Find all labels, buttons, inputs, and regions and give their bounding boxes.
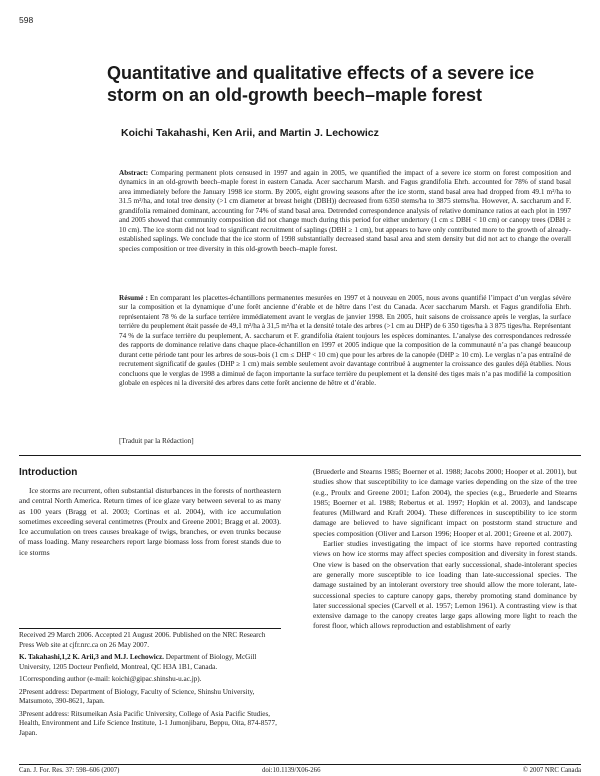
translation-note: [Traduit par la Rédaction] bbox=[119, 437, 194, 445]
affiliation bbox=[19, 653, 281, 672]
resume bbox=[119, 294, 571, 389]
intro-paragraph-2: (Bruederle and Stearns 1985; Boerner et al. 1988; Jacobs 2000; Hooper et al. 2001), but studies show that susceptibility to ice damage varies depending on the size of the tree (e.g., Proulx and Greene 2001; Lafon 2004), the species (e.g., Bruederle and Stearns 1985; Boerner et al. 1988; Rebertus et al. 1997; Hopkin et al. 2003), and landscape features (Millward and Kraft 2004). These differences in susceptibility to ice storm damage are believed to have significant impact on poststorm stand structure and species composition (Oliver and Larson 1996; Hooper et al. 2001; Greene et al. 2007). bbox=[313, 467, 577, 538]
affiliation-names: K. Takahashi,1,2 K. Arii,3 and M.J. Lechowicz. bbox=[19, 653, 164, 661]
footer-divider bbox=[19, 764, 581, 765]
page-number: 598 bbox=[19, 15, 34, 25]
author-list: Koichi Takahashi, Ken Arii, and Martin J. Lechowicz bbox=[121, 127, 379, 139]
copyright: © 2007 NRC Canada bbox=[522, 767, 581, 774]
left-column bbox=[19, 486, 281, 558]
resume-text: En comparant les placettes-échantillons permanentes mesurées en 1997 et à nouveau en 2005, nous avons quantifié l’impact d’un verglas sévère sur la composition et la dynamique d’une forêt ancienne d’érable et de hêtre dans l’est du Canada. Acer saccharum Marsh. et Fagus grandifolia Ehrh. représentaient 78 % de la surface terrière immédiatement avant le verglas de janvier 1998. En 2005, huit saisons de croissance après le verglas, la surface terrière du peuplement était passée de 49,1 m²/ha à 31,5 m²/ha et la densité totale des arbres (>1 cm au DHP) de 6 350 tiges/ha à 3 875 tiges/ha. Représentant 74 % de la surface terrière du peuplement, A. saccharum et F. grandifolia étaient toujours les espèces dominantes. L’analyse des correspondances redressée des rapports de dominance relative dans chaque place-échantillon en 1997 et 2005 indique que la composition de la communauté n’a pas changé beaucoup durant cette période tant pour les arbres de sous-bois (1 cm ≤ DHP < 10 cm) que pour les arbres de la canopée (DHP ≥ 10 cm). Le verglas n’a pas entraîné de recrutement significatif de gaules (DHP ≥ 1 cm) mais semble seulement avoir davantage contribué à augmenter la croissance des gaules déjà établies. Nous concluons que le verglas de 1998 a diminué de façon importante la surface terrière du peuplement et la densité des tiges mais n’a pas modifié la composition globale en espèces ni la diversité des arbres dans cette forêt ancienne de hêtre et d’érable. bbox=[119, 294, 572, 388]
received-dates: Received 29 March 2006. Accepted 21 August 2006. Published on the NRC Research Press Web site at cjfr.nrc.ca on 26 May 2007. bbox=[19, 631, 266, 649]
journal-citation: Can. J. For. Res. 37: 598–606 (2007) bbox=[19, 767, 120, 774]
article-title: Quantitative and qualitative effects of a severe ice storm on an old-growth beech–maple forest bbox=[107, 63, 535, 105]
resume-label: Résumé : bbox=[119, 294, 148, 302]
abstract-label: Abstract: bbox=[119, 169, 149, 177]
introduction-heading: Introduction bbox=[19, 467, 78, 478]
abstract-text: Comparing permanent plots censused in 1997 and again in 2005, we quantified the impact of a severe ice storm on forest composition and dynamics in an old-growth beech–maple forest in eastern Canada. Acer saccharum Marsh. and Fagus grandifolia Ehrh. accounted for 78% of stand basal area immediately before the January 1998 ice storm. By 2005, eight growing seasons after the ice storm, stand basal area had dropped from 49.1 m²/ha to 31.5 m²/ha, and total tree density (>1 cm diameter at breast height (DBH)) decreased from 6350 stems/ha to 3875 stems/ha. However, A. saccharum and F. grandifolia remained dominant, accounting for 74% of stand basal area. Detrended correspondence analysis of relative dominance ratios at each plot in 1997 and 2005 showed that community composition did not change much during this period for either undertory (1 cm ≤ DBH < 10 cm) or canopy trees (DBH ≥ 10 cm). The ice storm did not lead to significant recruitment of saplings (DBH ≥ 1 cm), but appears to have only contributed more to the growth of already-established saplings. We conclude that the ice storm of 1998 substantially decreased stand basal area and stem density but did not act to change the overall species composition or tree diversity in this old-growth beech–maple forest. bbox=[119, 169, 571, 253]
abstract bbox=[119, 169, 571, 254]
right-column bbox=[313, 467, 577, 632]
intro-paragraph-1: Ice storms are recurrent, often substantial disturbances in the forests of northeastern and central North America. Return times of ice glaze vary between several to as many as 100 years (Bragg et al. 2003; Cortinas et al. 2004), with ice accumulation sometimes exceeding several centimetres (Proulx and Greene 2001; Bragg et al. 2003). Ice accumulation on trees causes breakage of twigs, branches, or even trunks because of mass loading. Many researchers report large biomass loss from forest stands due to ice storms bbox=[19, 486, 281, 557]
section-divider bbox=[19, 455, 581, 456]
affiliation-text: Department of Biology, McGill University, 1205 Docteur Penfield, Montreal, QC H3A 1B1, Canada. bbox=[19, 653, 257, 671]
doi: doi:10.1139/X06-266 bbox=[262, 767, 321, 774]
intro-paragraph-3: Earlier studies investigating the impact of ice storms have reported contrasting views on how ice storms may affect species composition and diversity in forest stands. One view is based on the observation that early successional, shade-intolerant species are generally more susceptible to ice loading than late-successional species. The damage sustained by an intolerant overstory tree should allow the more tolerant, late-successional species to capture canopy gaps, thereby promoting stand dominance by later successional species (Carvell et al. 1957; Lemon 1961). A contrasting view is that extensive damage to the canopy creates large gaps allowing more light to reach the forest floor, which allows reproduction and establishment of early bbox=[313, 539, 577, 631]
footnotes bbox=[19, 628, 281, 741]
footnote-1: 1Corresponding author (e-mail: koichi@gipac.shinshu-u.ac.jp). bbox=[19, 675, 202, 683]
footnote-2: 2Present address: Department of Biology, Faculty of Science, Shinshu University, Matsumoto, 390-8621, Japan. bbox=[19, 687, 255, 705]
footnote-3: 3Present address: Ritsumeikan Asia Pacific University, College of Asia Pacific Studies, Health, Environment and Life Science Institute, 1-1 Jumonjibaru, Beppu, Oita, 874-8577, Japan. bbox=[19, 709, 277, 737]
